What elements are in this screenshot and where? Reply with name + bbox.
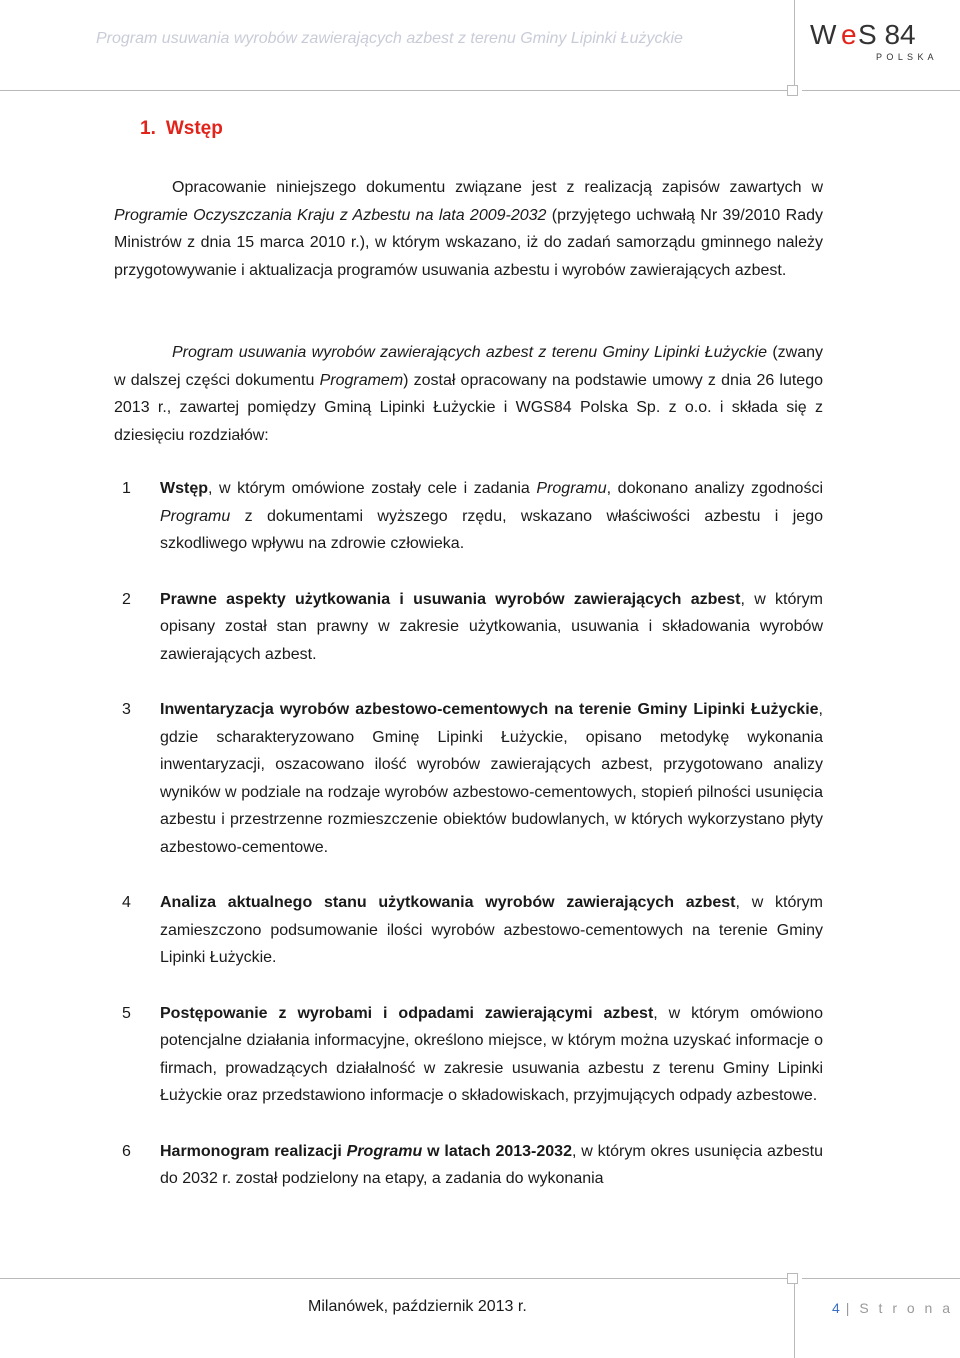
- chapter-text: , w którym okres usunięcia azbestu do 2032 r. został podzielony na etapy, a zadania do wykonania: [160, 1142, 823, 1187]
- header-corner-box: [787, 85, 798, 96]
- chapter-number: 1: [122, 480, 131, 497]
- p2-text-b: (zwany w dalszej części dokumentu: [114, 344, 824, 389]
- footer-corner-box: [787, 1273, 798, 1284]
- wgs84-logo: [808, 14, 948, 64]
- header-rule-right: [802, 90, 960, 91]
- chapter-text: , w którym omówione zostały cele i zadania: [208, 480, 537, 497]
- chapter-text: z dokumentami wyższego rzędu, wskazano właściwości azbestu i jego szkodliwego wpływu na zdrowie człowieka.: [160, 507, 823, 552]
- chapter-number: 3: [122, 701, 131, 718]
- chapter-text: , w którym omówiono potencjalne działania informacyjne, określono miejsce, w którym można uzyskać informacje o firmach, prowadzących działalność w zakresie usuwania azbestu z terenu Gminy Lipinki Łużyckie oraz przedstawiono informacje o składowiskach, przyjmujących odpady azbestowe.: [160, 1004, 823, 1104]
- chapter-title: Analiza aktualnego stanu użytkowania wyrobów zawierających azbest: [160, 894, 736, 911]
- chapter-italic: Programu: [160, 507, 231, 525]
- logo-accent-letter: e: [841, 19, 857, 50]
- p2-program-word: Programem: [319, 371, 404, 389]
- logo-subtext: P O L S K A: [876, 52, 935, 62]
- chapter-title: w latach 2013-2032: [422, 1142, 572, 1160]
- chapter-title: Inwentaryzacja wyrobów azbestowo-cementowych na terenie Gminy Lipinki Łużyckie: [160, 701, 819, 718]
- logo-graphic: [808, 14, 948, 64]
- section-number: 1.: [140, 118, 156, 139]
- chapter-item: [114, 889, 823, 972]
- chapter-item: [114, 696, 823, 861]
- program-paragraph: [114, 339, 823, 449]
- p1-text-c: (przyjętego uchwałą Nr 39/2010 Rady Ministrów z dnia 15 marca 2010 r.), w którym wskazano, iż do zadań samorządu gminnego należy przygotowywanie i aktualizacja programów usuwania azbestu i wyrobów zawierających azbest.: [114, 206, 823, 279]
- svg-text:W: W: [810, 19, 837, 50]
- chapter-title-italic: Programu: [346, 1142, 423, 1160]
- intro-paragraph: [114, 174, 823, 284]
- p2-program-title: Program usuwania wyrobów zawierających azbest z terenu Gminy Lipinki Łużyckie: [172, 344, 767, 361]
- chapter-text: , w którym zamieszczono podsumowanie ilości wyrobów azbestowo-cementowych na terenie Gminy Lipinki Łużyckie.: [160, 894, 824, 966]
- chapter-item: [114, 1138, 823, 1193]
- page-word: | S t r o n a: [845, 1300, 954, 1316]
- chapter-item: [114, 586, 823, 669]
- header-divider-vertical: [794, 0, 795, 88]
- chapter-title: Postępowanie z wyrobami i odpadami zawierającymi azbest: [160, 1004, 654, 1022]
- chapter-italic: Programu: [536, 480, 607, 497]
- chapter-item: [114, 1000, 823, 1110]
- chapter-title: Wstęp: [160, 480, 208, 497]
- chapter-number: 2: [122, 590, 131, 608]
- chapter-text: , w którym opisany został stan prawny w zakresie użytkowania, usuwania i składowania wyrobów zawierających azbest.: [160, 590, 823, 663]
- p1-program-title: Programie Oczyszczania Kraju z Azbestu na lata 2009-2032: [114, 206, 547, 224]
- footer-divider-vertical: [794, 1284, 795, 1358]
- chapter-item: [114, 475, 823, 558]
- p1-text-a: Opracowanie niniejszego dokumentu związane jest z realizacją zapisów zawartych w: [172, 179, 823, 196]
- page-number: 4: [832, 1300, 840, 1316]
- chapter-number: 4: [122, 894, 131, 911]
- chapter-text: , gdzie scharakteryzowano Gminę Lipinki Łużyckie, opisano metodykę wykonania inwentaryzacji, oszacowano ilość wyrobów zawierających azbest, przygotowano analizy wyników w podziale na rodzaje wyrobów azbestowo-cementowych, stopień pilności usunięcia azbestu i przestrzenne rozmieszczenie obiektów budowlanych, w których wykorzystano płyty azbestowo-cementowe.: [160, 701, 823, 856]
- p2-text-d: ) został opracowany na podstawie umowy z dnia 26 lutego 2013 r., zawartej pomiędzy Gminą Lipinki Łużyckie i WGS84 Polska Sp. z o.o. i składa się z dziesięciu rozdziałów:: [114, 371, 823, 444]
- chapter-title: Harmonogram realizacji: [160, 1142, 347, 1160]
- footer-location-date: Milanówek, październik 2013 r.: [308, 1298, 527, 1315]
- header-rule: [0, 90, 787, 91]
- chapter-title: Prawne aspekty użytkowania i usuwania wyrobów zawierających azbest: [160, 590, 741, 608]
- running-header-title: Program usuwania wyrobów zawierających azbest z terenu Gminy Lipinki Łużyckie: [96, 30, 683, 47]
- section-title: Wstęp: [165, 118, 223, 139]
- footer-page-number: [832, 1300, 953, 1316]
- section-heading: [140, 118, 223, 140]
- chapter-list: [114, 475, 823, 1193]
- footer-rule: [0, 1278, 787, 1279]
- svg-text:S 84: S 84: [858, 19, 916, 50]
- chapter-text: , dokonano analizy zgodności: [606, 480, 823, 497]
- chapter-number: 6: [122, 1142, 131, 1160]
- footer-rule-right: [802, 1278, 960, 1279]
- chapter-number: 5: [122, 1004, 131, 1022]
